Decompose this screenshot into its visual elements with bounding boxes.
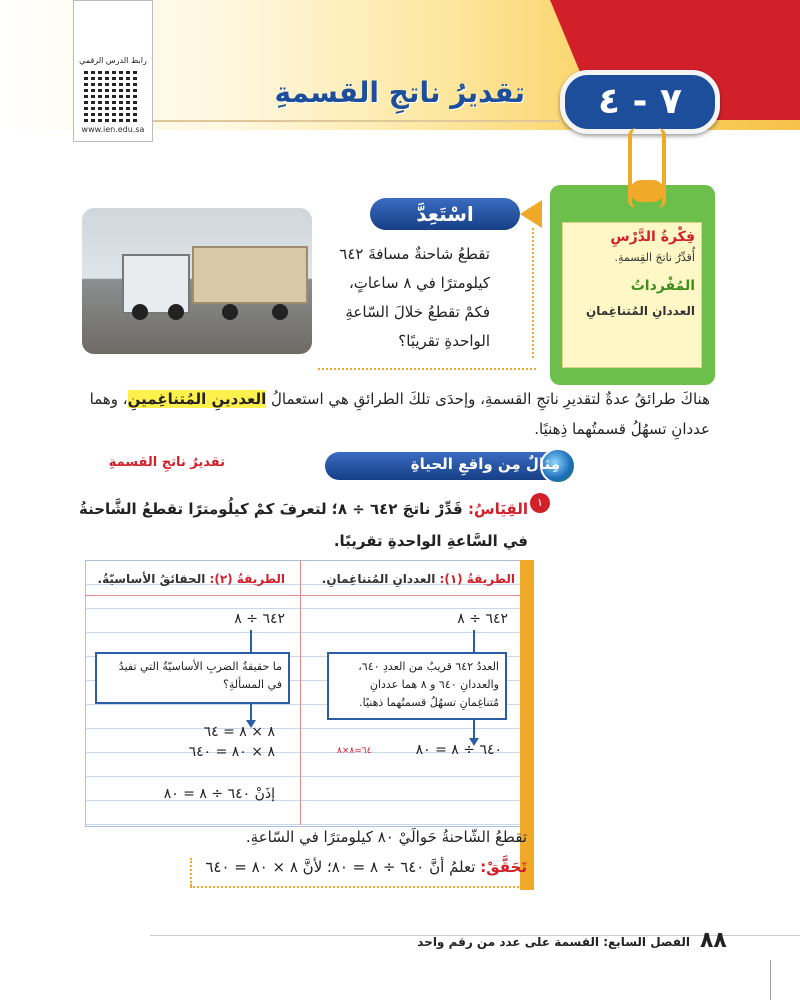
page-title: تقديرُ ناتجِ القسمةِ bbox=[274, 76, 525, 109]
footer-chapter-title: القسمة على عدد من رقم واحد bbox=[417, 935, 599, 949]
intro-text-end: ، وهما عددانِ تسهُلُ قسمتُهما ذِهنيًا. bbox=[89, 390, 710, 438]
arrow-icon bbox=[520, 200, 542, 228]
question-text bbox=[78, 493, 528, 557]
method2-line3: إذَنْ ٦٤٠ ÷ ٨ = ٨٠ bbox=[163, 786, 275, 802]
question-lead: القِيَاسُ: bbox=[467, 500, 528, 518]
truck-wheel bbox=[272, 304, 288, 320]
method2-arrow-line bbox=[250, 630, 252, 652]
method2-heading bbox=[98, 572, 285, 586]
truck-wheel bbox=[132, 304, 148, 320]
question-body: قَدِّرْ ناتجَ ٦٤٢ ÷ ٨؛ لتعرفَ كمْ كيلُومترًا تقطعُ الشَّاحنةُ في السَّاعةِ الواحدةِ تقريبًا. bbox=[78, 500, 528, 550]
method1-heading-label: الطريقةُ (١): bbox=[439, 572, 515, 586]
method1-result: ٦٤٠ ÷ ٨ = ٨٠ bbox=[415, 742, 502, 758]
intro-paragraph bbox=[60, 384, 710, 444]
lesson-number-badge: ٧ - ٤ bbox=[560, 70, 720, 134]
method2-line1: ٨ × ٨ = ٦٤ bbox=[203, 724, 275, 740]
qr-code-icon[interactable] bbox=[84, 70, 140, 122]
method1-note: العددُ ٦٤٢ قريبٌ من العددِ ٦٤٠، والعددانِ ٦٤٠ و ٨ هما عددانِ مُتناغِمانِ تسهُلُ قسمتُهما ذهنيًا. bbox=[327, 652, 507, 720]
check-label: تَحَقَّقْ: bbox=[480, 858, 527, 876]
method1-heading bbox=[322, 572, 515, 586]
truck-cargo bbox=[192, 246, 308, 304]
method1-arrow-line bbox=[473, 630, 475, 652]
crop-marks bbox=[770, 960, 800, 1000]
check-text: تعلمُ أنَّ ٦٤٠ ÷ ٨ = ٨٠؛ لأنَّ ٨ × ٨٠ = ٦٤٠ bbox=[205, 858, 476, 876]
question-number-badge: ١ bbox=[530, 493, 550, 513]
worksheet-header-line bbox=[85, 595, 520, 596]
lanyard-knot-icon bbox=[630, 180, 664, 202]
method1-arrow-line bbox=[473, 720, 475, 740]
method1-expression: ٦٤٢ ÷ ٨ bbox=[457, 611, 508, 627]
truck-photo bbox=[82, 208, 312, 354]
truck-wheel bbox=[222, 304, 238, 320]
check-line bbox=[205, 858, 527, 876]
footer-chapter-label: الفصل السابع: bbox=[603, 935, 690, 949]
footer-chapter bbox=[417, 935, 690, 949]
intro-text: هناكَ طرائقُ عدةٌ لتقديرِ ناتجِ القسمةِ، وإحدَى تلكَ الطرائقِ هي استعمالُ bbox=[271, 390, 710, 408]
intro-highlight: العددينِ المُتناغِمينِ bbox=[127, 390, 267, 408]
method2-heading-text: الحقائقُ الأساسيّةُ. bbox=[97, 572, 206, 586]
lesson-idea-content bbox=[562, 222, 702, 368]
header-divider bbox=[140, 120, 560, 122]
method2-heading-label: الطريقةُ (٢): bbox=[209, 572, 285, 586]
truck-wheel bbox=[168, 304, 184, 320]
check-border bbox=[190, 886, 530, 888]
check-border bbox=[190, 858, 192, 886]
prepare-text: تقطعُ شاحنةٌ مسافةَ ٦٤٢ كيلومترًا في ٨ ساعاتٍ، فكمْ تقطعُ خلالَ السّاعةِ الواحدةِ تقريبًا؟ bbox=[339, 245, 490, 350]
method2-line2: ٨ × ٨٠ = ٦٤٠ bbox=[188, 744, 275, 760]
idea-text: أُقدِّرُ ناتجَ القِسمةِ. bbox=[614, 251, 695, 264]
method1-heading-text: العددانِ المُتناغِمانِ. bbox=[321, 572, 436, 586]
prepare-border bbox=[532, 228, 534, 358]
vocab-heading: المُفْرداتُ bbox=[630, 278, 695, 294]
example-label: مِثالٌ مِن واقعِ الحياةِ bbox=[410, 455, 560, 473]
worksheet-divider bbox=[300, 560, 301, 825]
qr-title: رابط الدرس الرقمي bbox=[79, 56, 147, 65]
prepare-border bbox=[318, 368, 536, 370]
page-number: ٨٨ bbox=[700, 928, 727, 953]
method1-aside: ٦٤=٨×٨ bbox=[337, 746, 372, 756]
method2-note: ما حقيقةُ الضربِ الأساسيّةُ التي تفيدُ في المسألةِ؟ bbox=[95, 652, 290, 704]
idea-heading: فِكْرةُ الدَّرْسِ bbox=[610, 229, 695, 245]
qr-panel[interactable] bbox=[73, 0, 153, 142]
result-text: تقطعُ الشّاحنةُ حَوالَيْ ٨٠ كيلومترًا في السّاعةِ. bbox=[245, 828, 527, 846]
qr-url[interactable]: www.ien.edu.sa bbox=[81, 125, 145, 134]
example-title: تقديرُ ناتجِ القسمةِ bbox=[108, 455, 225, 470]
vocab-term: العددانِ المُتناغِمانِ bbox=[586, 304, 695, 318]
prepare-label: اسْتَعِدَّ bbox=[370, 198, 520, 230]
method2-expression: ٦٤٢ ÷ ٨ bbox=[234, 611, 285, 627]
